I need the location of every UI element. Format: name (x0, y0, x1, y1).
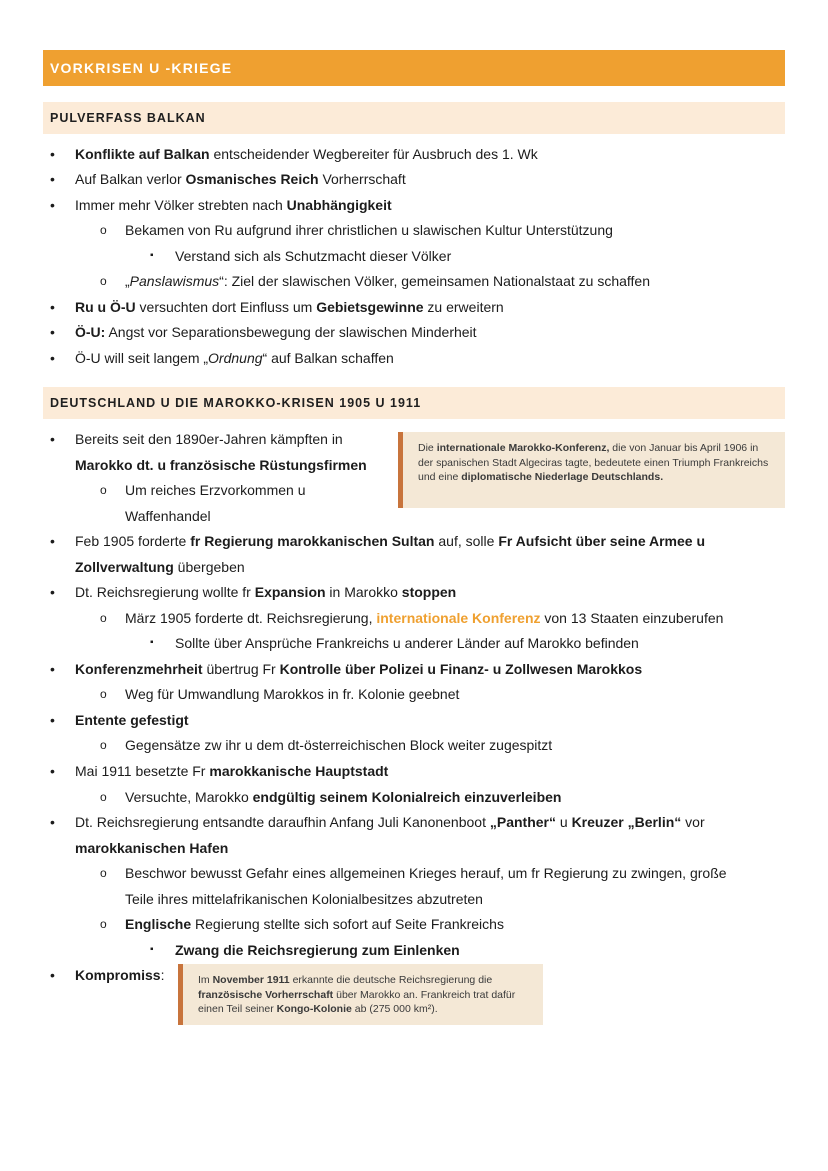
bullet-circle: o (100, 917, 107, 931)
bullet-dot: • (50, 431, 55, 447)
bullet-dot: • (50, 299, 55, 315)
bullet-dot: • (50, 146, 55, 162)
bullet-dot: • (50, 814, 55, 830)
bullet-dot: • (50, 350, 55, 366)
bullet-circle: o (100, 611, 107, 625)
document-page: VORKRISEN U -KRIEGE PULVERFASS BALKAN • Konflikte auf Balkan entscheidender Wegbereiter für Ausbruch des 1. Wk • Auf Balkan verlor Osmanisches Reich Vorherrschaft • Immer mehr Völker strebten nach Unabhängigkeit o Bekamen von Ru aufgrund ihrer christlichen u slawischen Kultur Unterstützung ▪ Verstand sich als Schutzmacht dieser Völker o „Panslawismus“: Ziel der slawischen Völker, gemeinsamen Nationalstaat zu schaffen • Ru u Ö-U versuchten dort Einfluss um Gebietsgewinne zu erweitern • Ö-U: Angst vor Separationsbewegung der slawischen Minderheit • Ö-U will seit langem „Ordnung“ auf Balkan schaffen DEUTSCHLAND U DIE MAROKKO-KRISEN 1905 U 1911 • Bereits seit den 1890er-Jahren kämpften in Marokko dt. u französische Rüstungsfirmen o Um reiches Erzvorkommen u Waffenhandel Die internationale Marokko-Konferenz, die von Januar bis April 1906 in der spanischen Stadt Algeciras tagte, bedeutete einen Triumph Frankreichs und eine diplomatische Niederlage Deutschlands. • Feb 1905 forderte fr Regierung marokkanischen Sultan auf, solle Fr Aufsicht über seine Armee u Zollverwaltung übergeben • Dt. Reichsregierung wollte fr Expansion in Marokko stoppen o März 1905 forderte dt. Reichsregierung, internationale Konferenz von 13 Staaten einzuberufen ▪ Sollte über Ansprüche Frankreichs u anderer Länder auf Marokko befinden • Konferenzmehrheit übertrug Fr Kontrolle über Polizei u Finanz- u Zollwesen Marokkos o Weg für Umwandlung Marokkos in fr. Kolonie geebnet • Entente gefestigt o Gegensätze zw ihr u dem dt-österreichischen Block weiter zugespitzt • Mai 1911 besetzte Fr marokkanische Hauptstadt o Versuchte, Marokko endgültig seinem Kolonialreich einzuverleiben • Dt. Reichsregierung entsandte daraufhin Anfang Juli Kanonenboot „Panther“ u Kreuzer „Berlin“ vor marokkanischen Hafen o Beschwor bewusst Gefahr eines allgemeinen Krieges herauf, um fr Regierung zu zwingen, große Teile ihres mittelafrikanischen Kolonialbesitzes abzutreten o Englische Regierung stellte sich sofort auf Seite Frankreichs ▪ Zwang die Reichsregierung zum Einlenken • Kompromiss: Im November 1911 erkannte die deutsche Reichsregierung die französische Vorherrschaft über Marokko an. Frankreich trat dafür einen Teil seiner Kongo-Kolonie ab (275 000 km²). (0, 0, 828, 1171)
bullet-dot: • (50, 712, 55, 728)
bullet-dot: • (50, 967, 55, 983)
section-heading-balkan: PULVERFASS BALKAN (43, 102, 785, 134)
bullet-dot: • (50, 584, 55, 600)
bullet-dot: • (50, 324, 55, 340)
info-box-algeciras: Die internationale Marokko-Konferenz, die von Januar bis April 1906 in der spanischen Stadt Algeciras tagte, bedeutete einen Triumph Frankreichs und eine diplomatische Niederlage Deutschlands. (398, 432, 785, 508)
bullet-circle: o (100, 866, 107, 880)
bullet-circle: o (100, 223, 107, 237)
bullet-circle: o (100, 483, 107, 497)
bullet-dot: • (50, 171, 55, 187)
bullet-dot: • (50, 197, 55, 213)
bullet-circle: o (100, 274, 107, 288)
bullet-square: ▪ (150, 637, 154, 648)
bullet-circle: o (100, 687, 107, 701)
bullet-dot: • (50, 533, 55, 549)
section-heading-marokko: DEUTSCHLAND U DIE MAROKKO-KRISEN 1905 U 1911 (43, 387, 785, 419)
bullet-square: ▪ (150, 250, 154, 261)
bullet-circle: o (100, 790, 107, 804)
info-box-kompromiss: Im November 1911 erkannte die deutsche Reichsregierung die französische Vorherrschaft über Marokko an. Frankreich trat dafür einen Teil seiner Kongo-Kolonie ab (275 000 km²). (178, 964, 543, 1025)
page-title: VORKRISEN U -KRIEGE (43, 50, 785, 86)
bullet-circle: o (100, 738, 107, 752)
highlight-term: internationale Konferenz (376, 610, 541, 626)
bullet-dot: • (50, 763, 55, 779)
bullet-square: ▪ (150, 944, 154, 955)
bullet-dot: • (50, 661, 55, 677)
